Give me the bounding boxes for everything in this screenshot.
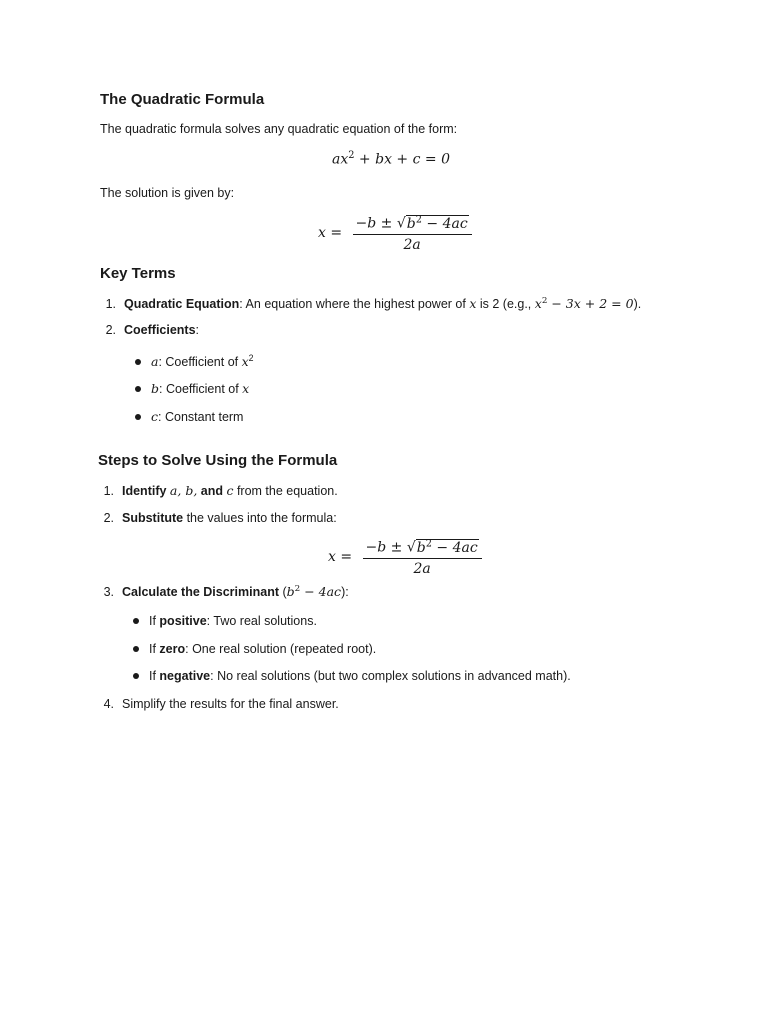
intro-paragraph: The quadratic formula solves any quadratic equation of the form: xyxy=(100,122,458,136)
coefficient-a: a: Coefficient of $x^2$ xyxy=(135,353,254,369)
discriminant-negative: If negative: No real solutions (but two complex solutions in advanced math). xyxy=(133,669,571,683)
key-term-coefficients: 2. Coefficients: xyxy=(105,323,200,337)
section-title-key-terms: Key Terms xyxy=(100,265,176,282)
standard-form-equation: $ax^2$ + bx + c = 0 xyxy=(332,150,450,168)
solution-intro: The solution is given by: xyxy=(100,186,235,200)
section-title-steps: Steps to Solve Using the Formula xyxy=(98,452,338,469)
discriminant-zero: If zero: One real solution (repeated root). xyxy=(133,642,376,656)
quadratic-formula-display: x = $\frac{-b \pm √b^2 - 4ac}{2a}$ xyxy=(318,214,472,253)
step-discriminant: 3. Calculate the Discriminant $(b^2 - 4ac)$: xyxy=(103,584,349,600)
step-identify: 1. Identify a, b, and c from the equation. xyxy=(103,483,338,498)
section-title-quadratic-formula: The Quadratic Formula xyxy=(100,91,265,108)
discriminant-positive: If positive: Two real solutions. xyxy=(133,614,317,628)
key-term-quadratic-equation: 1. Quadratic Equation: An equation where the highest power of x is 2 (e.g., $x^2 - 3x + 2 = 0$). xyxy=(105,296,642,312)
step-simplify: 4. Simplify the results for the final answer. xyxy=(103,697,339,711)
step-substitute: 2. Substitute the values into the formula: xyxy=(103,511,337,525)
coefficient-c: c: Constant term xyxy=(135,409,243,424)
quadratic-formula-step: x = $\frac{-b \pm √b^2 - 4ac}{2a}$ xyxy=(328,538,482,577)
coefficient-b: b: Coefficient of x xyxy=(135,381,249,396)
